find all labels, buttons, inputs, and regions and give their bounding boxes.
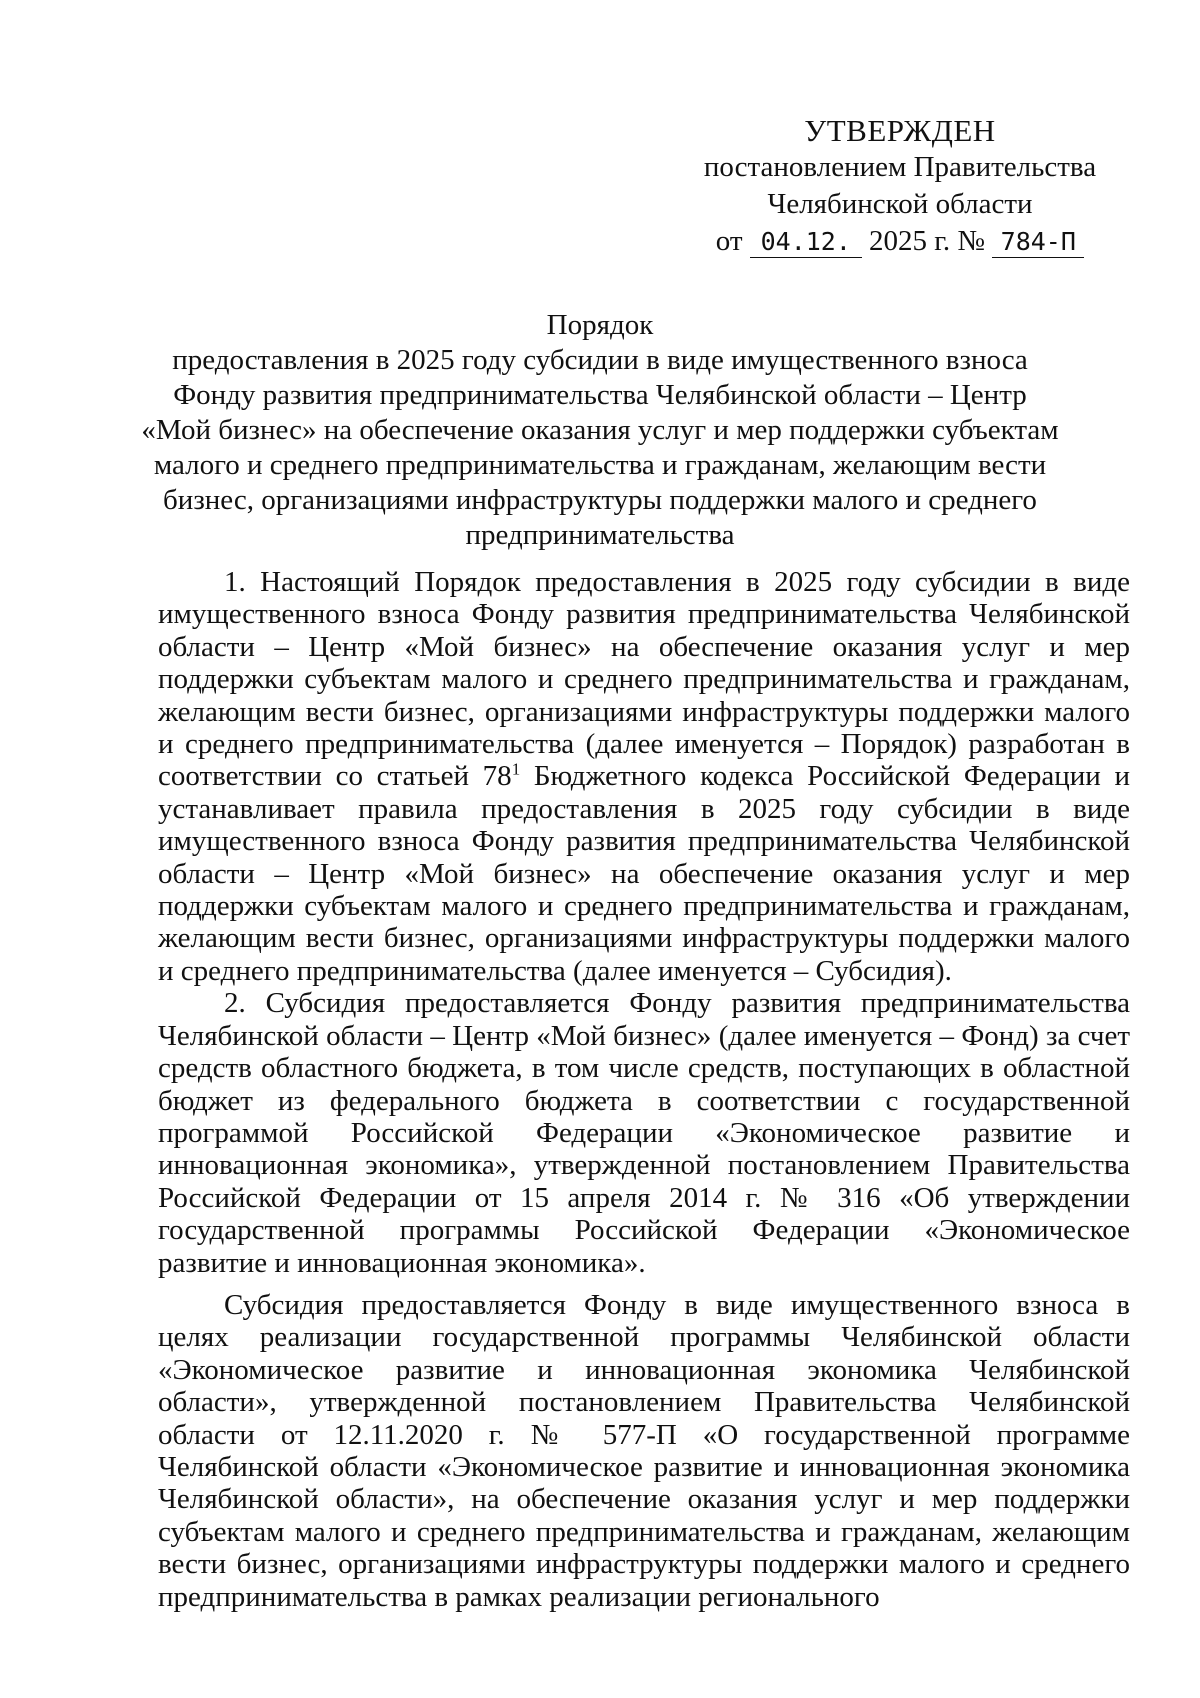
approval-line-1: постановлением Правительства xyxy=(703,151,1097,183)
approval-date: 04.12. xyxy=(750,227,862,258)
paragraph-1-superscript: 1 xyxy=(511,759,521,779)
approval-year: 2025 г. № xyxy=(869,225,986,257)
title-heading: Порядок xyxy=(546,309,654,341)
paragraph-1-text-a: 1. Настоящий Порядок предоставления в 2025 году субсидии в виде имущественного взноса Фонду развития предпринимательства Челябинской области – Центр «Мой бизнес» на обеспечение оказания услуг и мер поддержки субъектам малого и среднего предпринимательства и гражданам, желающим вести бизнес, организациями инфраструктуры поддержки малого и среднего предпринимательства (далее именуется – Порядок) разработан в соответствии со статьей 78 xyxy=(158,566,1130,793)
document-title xyxy=(140,308,1060,553)
paragraph-1-text-b: Бюджетного кодекса Российской Федерации и устанавливает правила предоставления в 2025 году субсидии в виде имущественного взноса Фонду развития предпринимательства Челябинской области – Центр «Мой бизнес» на обеспечение оказания услуг и мер поддержки субъектам малого и среднего предпринимательства и гражданам, желающим вести бизнес, организациями инфраструктуры поддержки малого и среднего предпринимательства (далее именуется – Субсидия). xyxy=(158,760,1130,987)
paragraph-3: Субсидия предоставляется Фонду в виде имущественного взноса в целях реализации государственной программы Челябинской области «Экономическое развитие и инновационная экономика Челябинской области», утвержденной постановлением Правительства Челябинской области от 12.11.2020 г. № 577-П «О государственной программе Челябинской области «Экономическое развитие и инновационная экономика Челябинской области», на обеспечение оказания услуг и мер поддержки субъектам малого и среднего предпринимательства и гражданам, желающим вести бизнес, организациями инфраструктуры поддержки малого и среднего предпринимательства в рамках реализации регионального xyxy=(158,1288,1130,1613)
approval-stamp: УТВЕРЖДЕН xyxy=(804,113,996,148)
title-subtitle: предоставления в 2025 году субсидии в виде имущественного взноса Фонду развития предпринимательства Челябинской области – Центр «Мой бизнес» на обеспечение оказания услуг и мер поддержки субъектам малого и среднего предпринимательства и гражданам, желающим вести бизнес, организациями инфраструктуры поддержки малого и среднего предпринимательства xyxy=(141,344,1059,551)
approval-date-number-line xyxy=(700,223,1100,260)
paragraph-1 xyxy=(158,566,1130,987)
approval-number: 784-П xyxy=(992,227,1084,258)
approval-line-2: Челябинской области xyxy=(767,188,1033,220)
approval-block xyxy=(700,112,1100,260)
paragraph-2: 2. Субсидия предоставляется Фонду развития предпринимательства Челябинской области – Центр «Мой бизнес» (далее именуется – Фонд) за счет средств областного бюджета, в том числе средств, поступающих в областной бюджет из федерального бюджета в соответствии с государственной программой Российской Федерации «Экономическое развитие и инновационная экономика», утвержденной постановлением Правительства Российской Федерации от 15 апреля 2014 г. № 316 «Об утверждении государственной программы Российской Федерации «Экономическое развитие и инновационная экономика». xyxy=(158,987,1130,1279)
document-body xyxy=(158,566,1130,1613)
approval-prefix: от xyxy=(715,225,743,257)
